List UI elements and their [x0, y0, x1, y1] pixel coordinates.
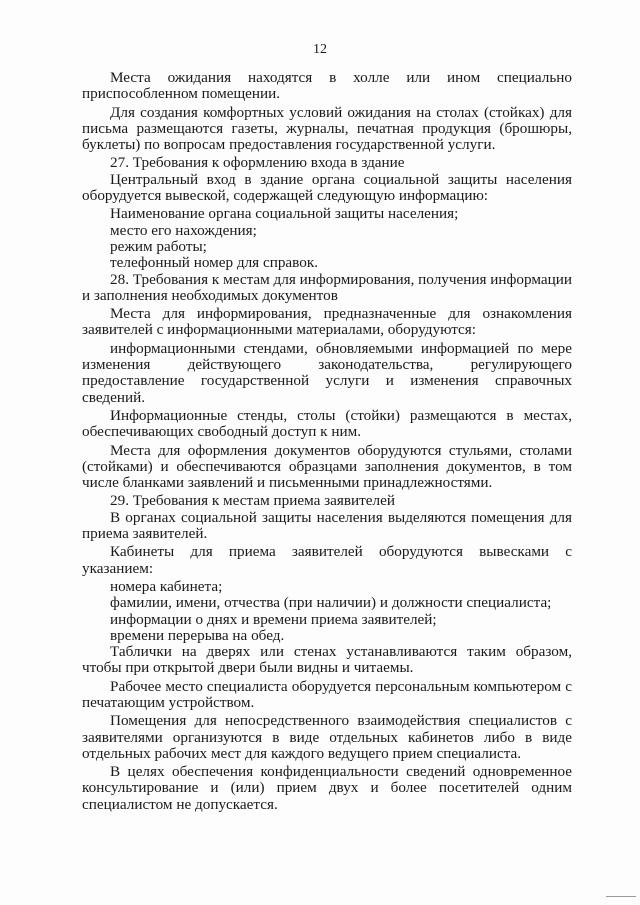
paragraph-office-signs: Кабинеты для приема заявителей оборудуются вывесками с указанием: — [82, 543, 572, 577]
section-27-heading: 27. Требования к оформлению входа в здание — [110, 154, 405, 172]
list-item-reception-days: информации о днях и времени приема заявителей; — [110, 610, 437, 628]
paragraph-information-places: Места для информирования, предназначенные для ознакомления заявителей с информационными материалами, оборудуются: — [82, 305, 572, 339]
paragraph-comfort-conditions: Для создания комфортных условий ожидания на столах (стойках) для письма размещаются газеты, журналы, печатная продукция (брошюры, буклеты) по вопросам предоставления государственной услуги. — [82, 103, 572, 154]
paragraph-confidentiality: В целях обеспечения конфиденциальности сведений одновременное консультирование и (или) прием двух и более посетителей одним специалистом не допускается. — [82, 763, 572, 813]
list-item-office-number: номера кабинета; — [110, 577, 223, 595]
paragraph-reception-rooms: В органах социальной защиты населения выделяются помещения для приема заявителей. — [82, 508, 572, 543]
list-item-work-hours: режим работы; — [110, 237, 207, 255]
paragraph-workplace: Рабочее место специалиста оборудуется персональным компьютером с печатающим устройством. — [82, 677, 572, 711]
paragraph-interaction-rooms: Помещения для непосредственного взаимодействия специалистов с заявителями организуются в виде отдельных кабинетов либо в виде отдельных рабочих мест для каждого ведущего прием специалиста. — [82, 712, 572, 762]
paragraph-door-plates: Таблички на дверях или стенах устанавливаются таким образом, чтобы при открытой двери были видны и читаемы. — [82, 643, 572, 677]
list-item-phone: телефонный номер для справок. — [110, 254, 319, 272]
section-29-heading: 29. Требования к местам приема заявителей — [110, 492, 395, 510]
list-item-specialist-name: фамилии, имени, отчества (при наличии) и должности специалиста; — [110, 594, 552, 612]
section-28-heading: 28. Требования к местам для информирования, получения информации и заполнения необходимых документов — [82, 270, 572, 304]
list-item-location: место его нахождения; — [110, 221, 257, 239]
document-body — [82, 70, 572, 815]
page-number: 12 — [313, 42, 327, 57]
paragraph-document-places: Места для оформления документов оборудуются стульями, столами (стойками) и обеспечиваются образцами заполнения документов, в том числе бланками заявлений и письменными принадлежностями. — [82, 441, 572, 492]
list-item-organ-name: Наименование органа социальной защиты населения; — [110, 205, 459, 223]
paragraph-waiting-places: Места ожидания находятся в холле или ином специально приспособленном помещении. — [82, 69, 572, 103]
paragraph-central-entrance: Центральный вход в здание органа социальной защиты населения оборудуется вывеской, содержащей следующую информацию: — [82, 170, 572, 205]
scan-edge-mark — [606, 896, 636, 903]
paragraph-stands-placement: Информационные стенды, столы (стойки) размещаются в местах, обеспечивающих свободный доступ к ним. — [82, 406, 572, 441]
paragraph-information-stands: информационными стендами, обновляемыми информацией по мере изменения действующего законодательства, регулирующего предоставление государственной услуги и изменения справочных сведений. — [82, 339, 572, 406]
list-item-lunch-break: времени перерыва на обед. — [110, 626, 285, 644]
